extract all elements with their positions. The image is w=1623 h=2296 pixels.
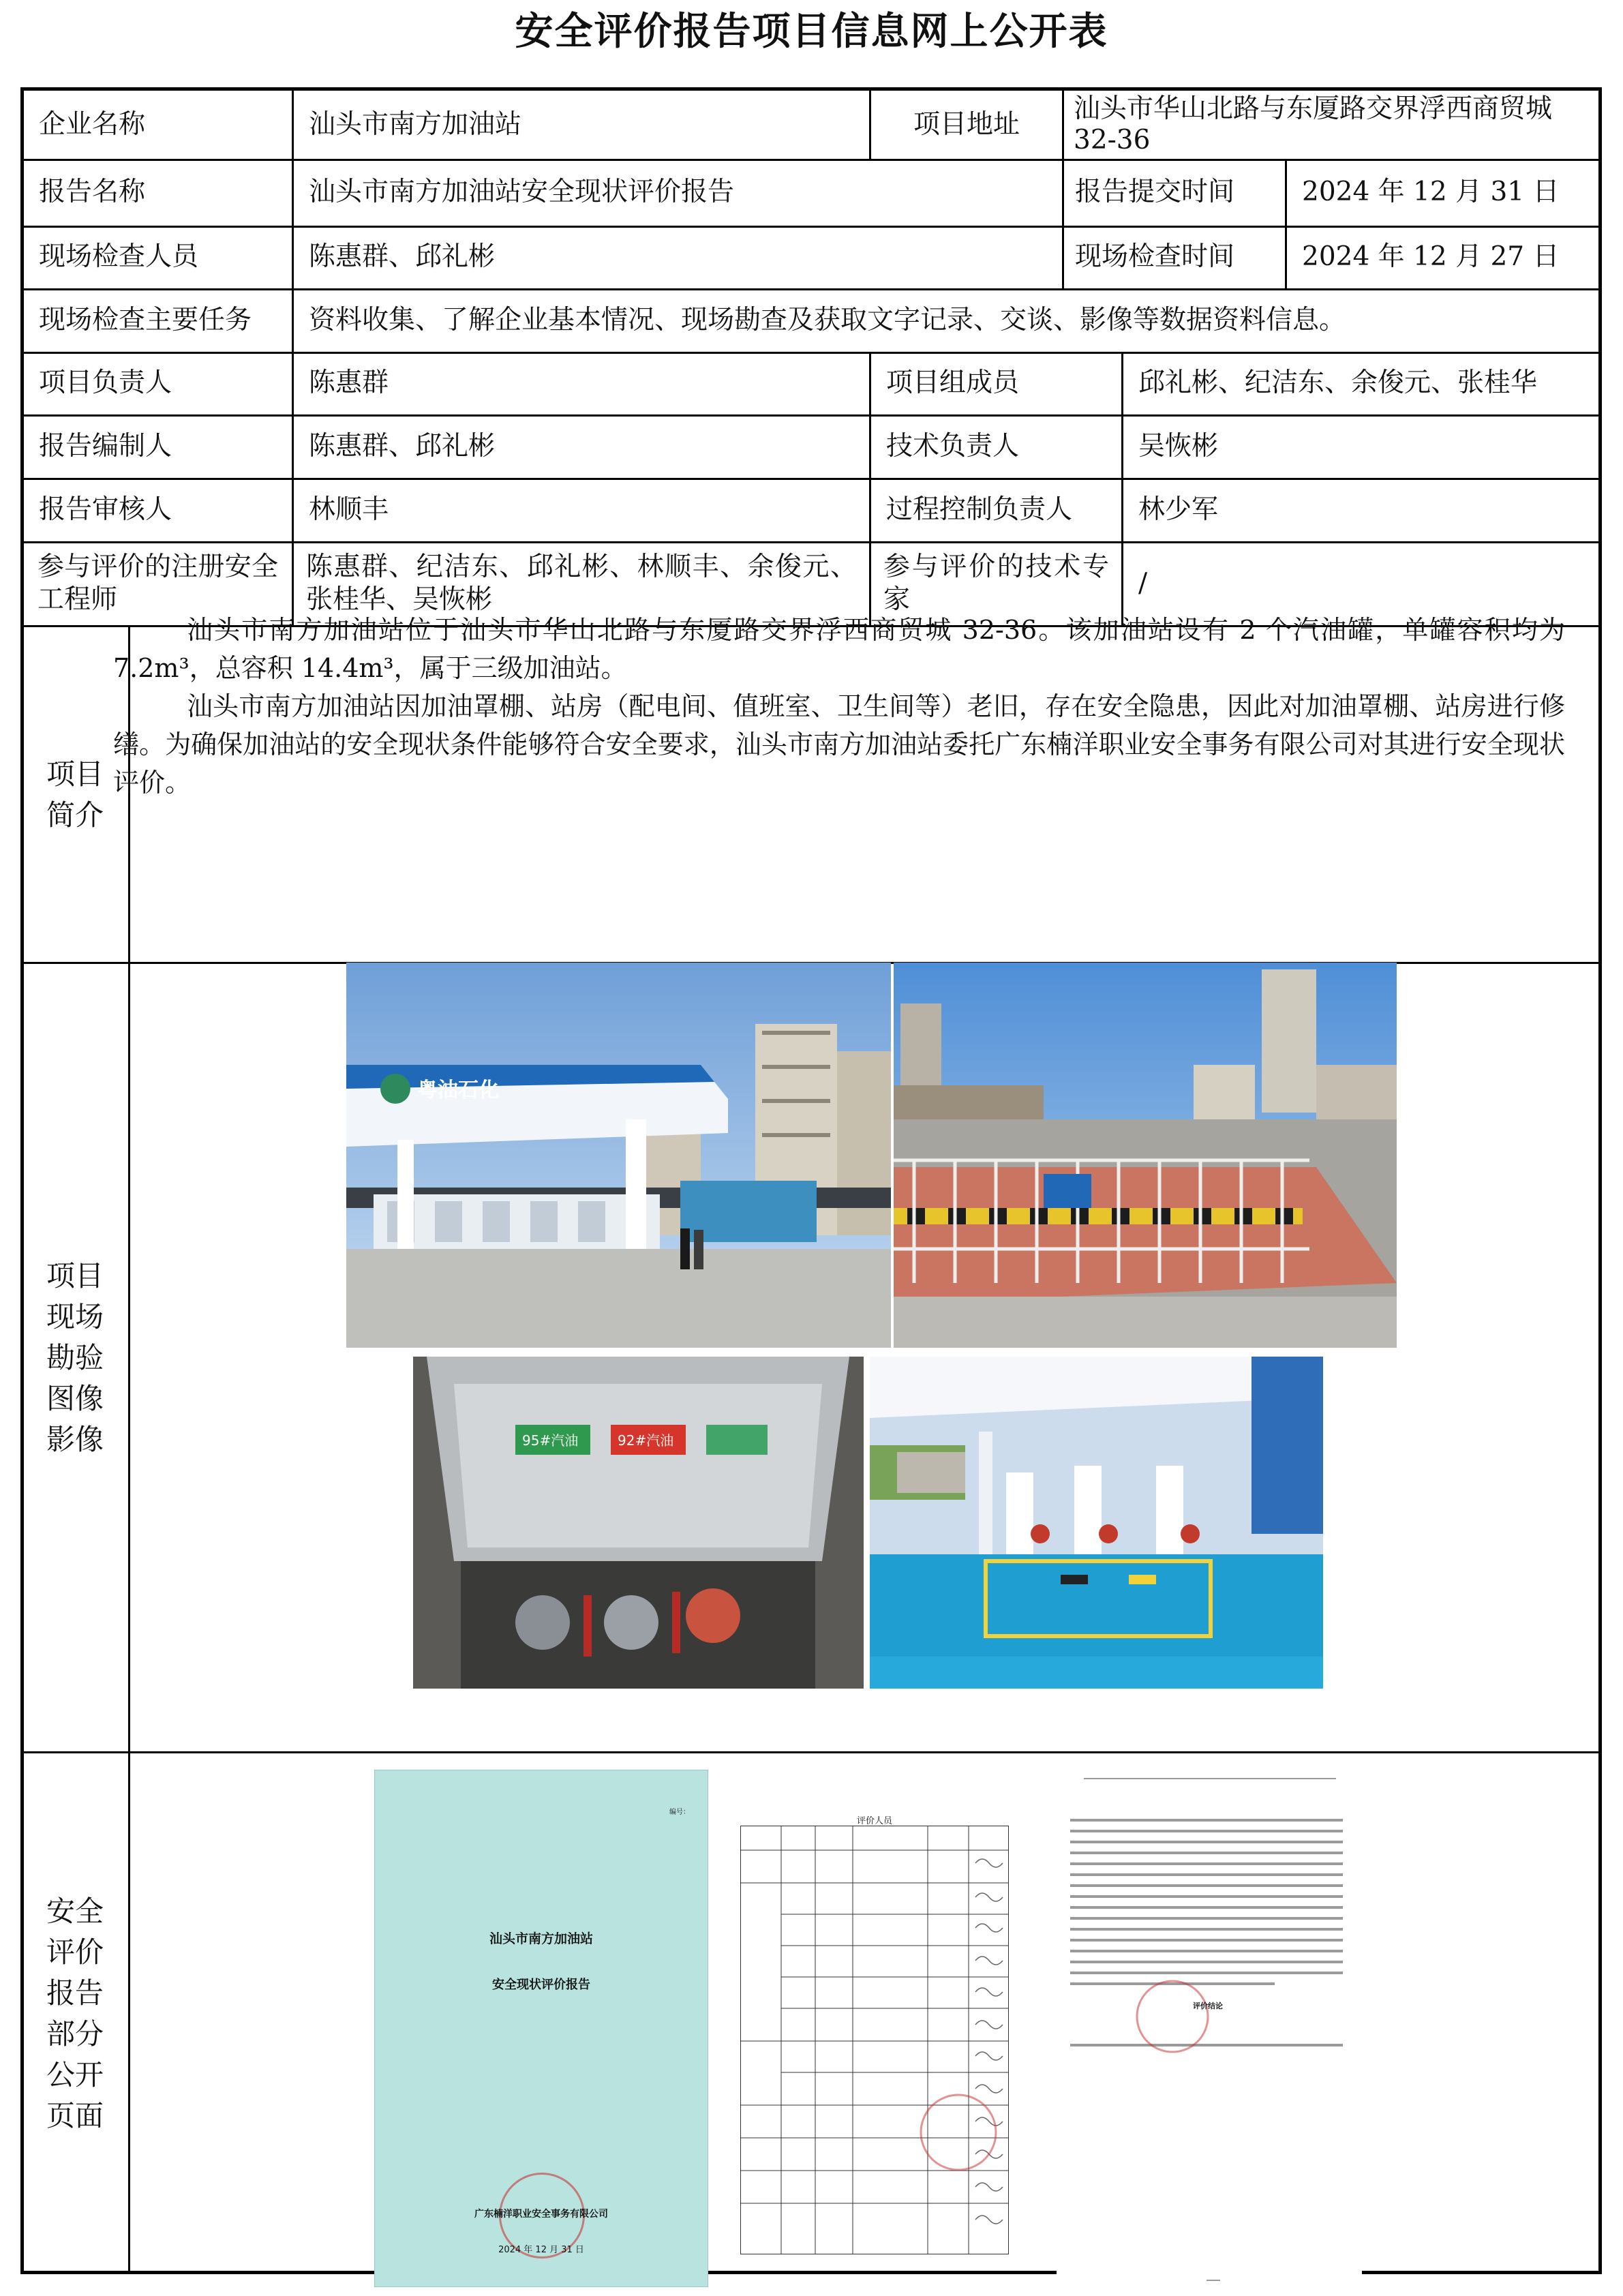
tasks-value: 资料收集、了解企业基本情况、现场勘查及获取文字记录、交谈、影像等数据资料信息。 — [309, 304, 1346, 335]
report-conclusion-page — [1057, 1764, 1362, 2282]
report-pages-label: 安全评价报告部分公开页面 — [46, 1894, 104, 2132]
report-name-value: 汕头市南方加油站安全现状评价报告 — [309, 177, 735, 207]
process-value: 林少军 — [1138, 494, 1219, 525]
tech-lead-label: 技术负责人 — [886, 430, 1020, 462]
cover-date: 2024 年 12 月 31 日 — [498, 2245, 584, 2255]
experts-value: / — [1138, 567, 1148, 599]
inspectors-label: 现场检查人员 — [39, 241, 199, 272]
intro-paragraph-1: 汕头市南方加油站位于汕头市华山北路与东厦路交界浮西商贸城 32-36。该加油站设有 2 个汽油罐，单罐容积均为 7.2m³，总容积 14.4m³，属于三级加油站。 — [113, 615, 1565, 683]
company-label: 企业名称 — [39, 109, 146, 140]
tag-92: 92#汽油 — [618, 1432, 674, 1449]
address-label: 项目地址 — [913, 109, 1020, 140]
submit-time-value: 2024 年 12 月 31 日 — [1302, 177, 1560, 207]
members-label: 项目组成员 — [886, 367, 1020, 398]
intro-label: 项目简介 — [46, 757, 104, 832]
engineers-label: 参与评价的注册安全工程师 — [37, 551, 278, 615]
site-photo-forecourt — [870, 1357, 1323, 1689]
cover-report-title: 安全现状评价报告 — [492, 1978, 590, 1992]
cover-company: 汕头市南方加油站 — [489, 1931, 593, 1946]
site-photo-tank-area — [894, 963, 1397, 1348]
report-personnel-page — [740, 1813, 1009, 2255]
submit-time-label: 报告提交时间 — [1075, 177, 1235, 207]
process-label: 过程控制负责人 — [886, 494, 1073, 525]
intro-paragraph-2: 汕头市南方加油站因加油罩棚、站房（配电间、值班室、卫生间等）老旧，存在安全隐患，因此对加油罩棚、站房进行修缮。为确保加油站的安全现状条件能够符合安全要求，汕头市南方加油站委托广东楠洋职业安全事务有限公司对其进行安全现状评价。 — [113, 691, 1565, 798]
photos-label: 项目现场勘验图像影像 — [46, 1258, 104, 1456]
inspectors-value: 陈惠群、邱礼彬 — [309, 241, 496, 272]
compiler-value: 陈惠群、邱礼彬 — [309, 430, 496, 462]
site-photo-canopy — [346, 963, 891, 1348]
compiler-label: 报告编制人 — [39, 430, 172, 462]
site-photo-tank-manhole — [413, 1357, 864, 1689]
engineers-value: 陈惠群、纪洁东、邱礼彬、林顺丰、余俊元、张桂华、吴恢彬 — [306, 551, 857, 615]
inspect-time-value: 2024 年 12 月 27 日 — [1302, 241, 1560, 272]
members-value: 邱礼彬、纪洁东、余俊元、张桂华 — [1138, 367, 1538, 398]
report-name-label: 报告名称 — [39, 177, 146, 207]
leader-label: 项目负责人 — [39, 367, 172, 398]
tech-lead-value: 吴恢彬 — [1138, 430, 1219, 462]
inspect-time-label: 现场检查时间 — [1075, 241, 1235, 272]
reviewer-label: 报告审核人 — [39, 494, 172, 525]
address-value: 汕头市华山北路与东厦路交界浮西商贸城 32-36 — [1074, 93, 1553, 155]
reviewer-value: 林顺丰 — [309, 494, 389, 525]
intro-text — [113, 611, 1565, 802]
company-value: 汕头市南方加油站 — [309, 109, 522, 140]
tasks-label: 现场检查主要任务 — [39, 304, 252, 335]
conclusion-title: 评价结论 — [1193, 2002, 1223, 2010]
page-title: 安全评价报告项目信息网上公开表 — [515, 9, 1108, 54]
experts-label: 参与评价的技术专家 — [883, 551, 1109, 615]
leader-value: 陈惠群 — [309, 367, 389, 398]
canopy-sign-text: 粤油石化 — [417, 1078, 499, 1102]
cover-issuer: 广东楠洋职业安全事务有限公司 — [474, 2209, 608, 2220]
personnel-table-title: 评价人员 — [856, 1816, 892, 1826]
tag-95: 95#汽油 — [522, 1432, 579, 1449]
cover-number: 编号： — [669, 1809, 690, 1816]
report-cover-page — [374, 1770, 708, 2287]
